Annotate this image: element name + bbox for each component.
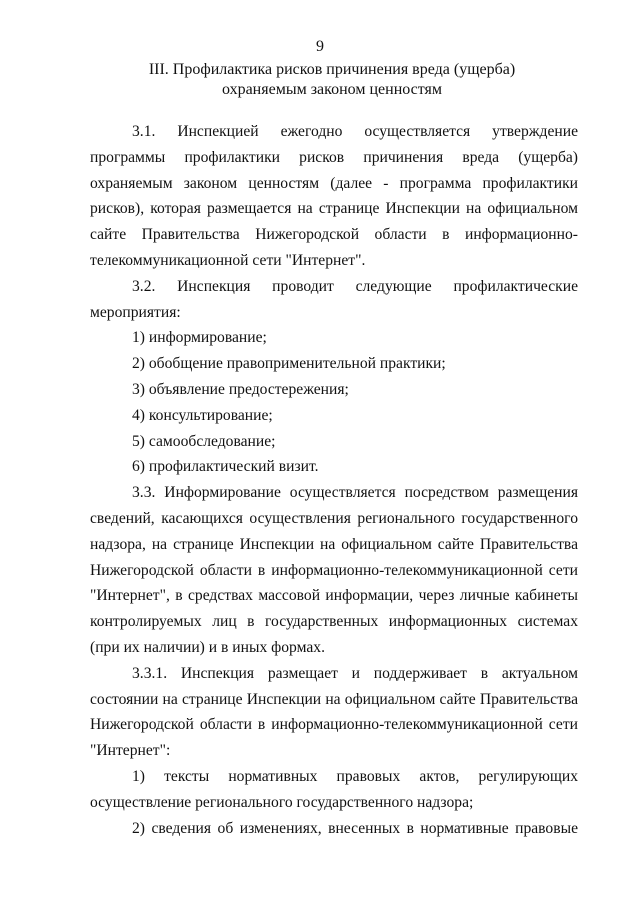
list-item-warning: 3) объявление предостережения; xyxy=(132,380,349,398)
section-heading-line-1: III. Профилактика рисков причинения вреда (ущерба) xyxy=(148,61,516,78)
list-item-consulting: 4) консультирование; xyxy=(132,406,273,424)
list-item-preventive-visit: 6) профилактический визит. xyxy=(132,458,319,476)
list-item-legal-texts: 1) тексты нормативных правовых актов, регулирующих осуществление регионального государственного надзора; xyxy=(90,767,578,811)
list-item-amendments: 2) сведения об изменениях, внесенных в нормативные правовые xyxy=(132,819,578,837)
paragraph-3-3-1: 3.3.1. Инспекция размещает и поддерживает в актуальном состоянии на странице Инспекции на официальном сайте Правительства Нижегородской области в информационно-телекоммуникационной сети "Интернет": xyxy=(90,664,578,760)
section-heading-line-2: охраняемым законом ценностям xyxy=(221,81,443,98)
section-heading xyxy=(80,60,584,100)
list-item-self-examination: 5) самообследование; xyxy=(132,432,276,450)
list-item-informing: 1) информирование; xyxy=(132,329,267,347)
page-number: 9 xyxy=(316,38,324,55)
paragraph-3-3: 3.3. Информирование осуществляется посредством размещения сведений, касающихся осуществления регионального государственного надзора, на странице Инспекции на официальном сайте Правительства Нижегородской области в информационно-телекоммуникационной сети "Интернет", в средствах массовой информации, через личные кабинеты контролируемых лиц в государственных информационных системах (при их наличии) и в иных формах. xyxy=(90,484,578,656)
paragraph-3-1: 3.1. Инспекцией ежегодно осуществляется утверждение программы профилактики рисков причинения вреда (ущерба) охраняемым законом ценностям (далее - программа профилактики рисков), которая размещается на странице Инспекции на официальном сайте Правительства Нижегородской области в информационно-телекоммуникационной сети "Интернет". xyxy=(90,123,578,269)
paragraph-3-2: 3.2. Инспекция проводит следующие профилактические мероприятия: xyxy=(90,277,578,321)
list-item-practice-generalization: 2) обобщение правоприменительной практики; xyxy=(132,355,446,373)
document-body xyxy=(90,119,578,841)
